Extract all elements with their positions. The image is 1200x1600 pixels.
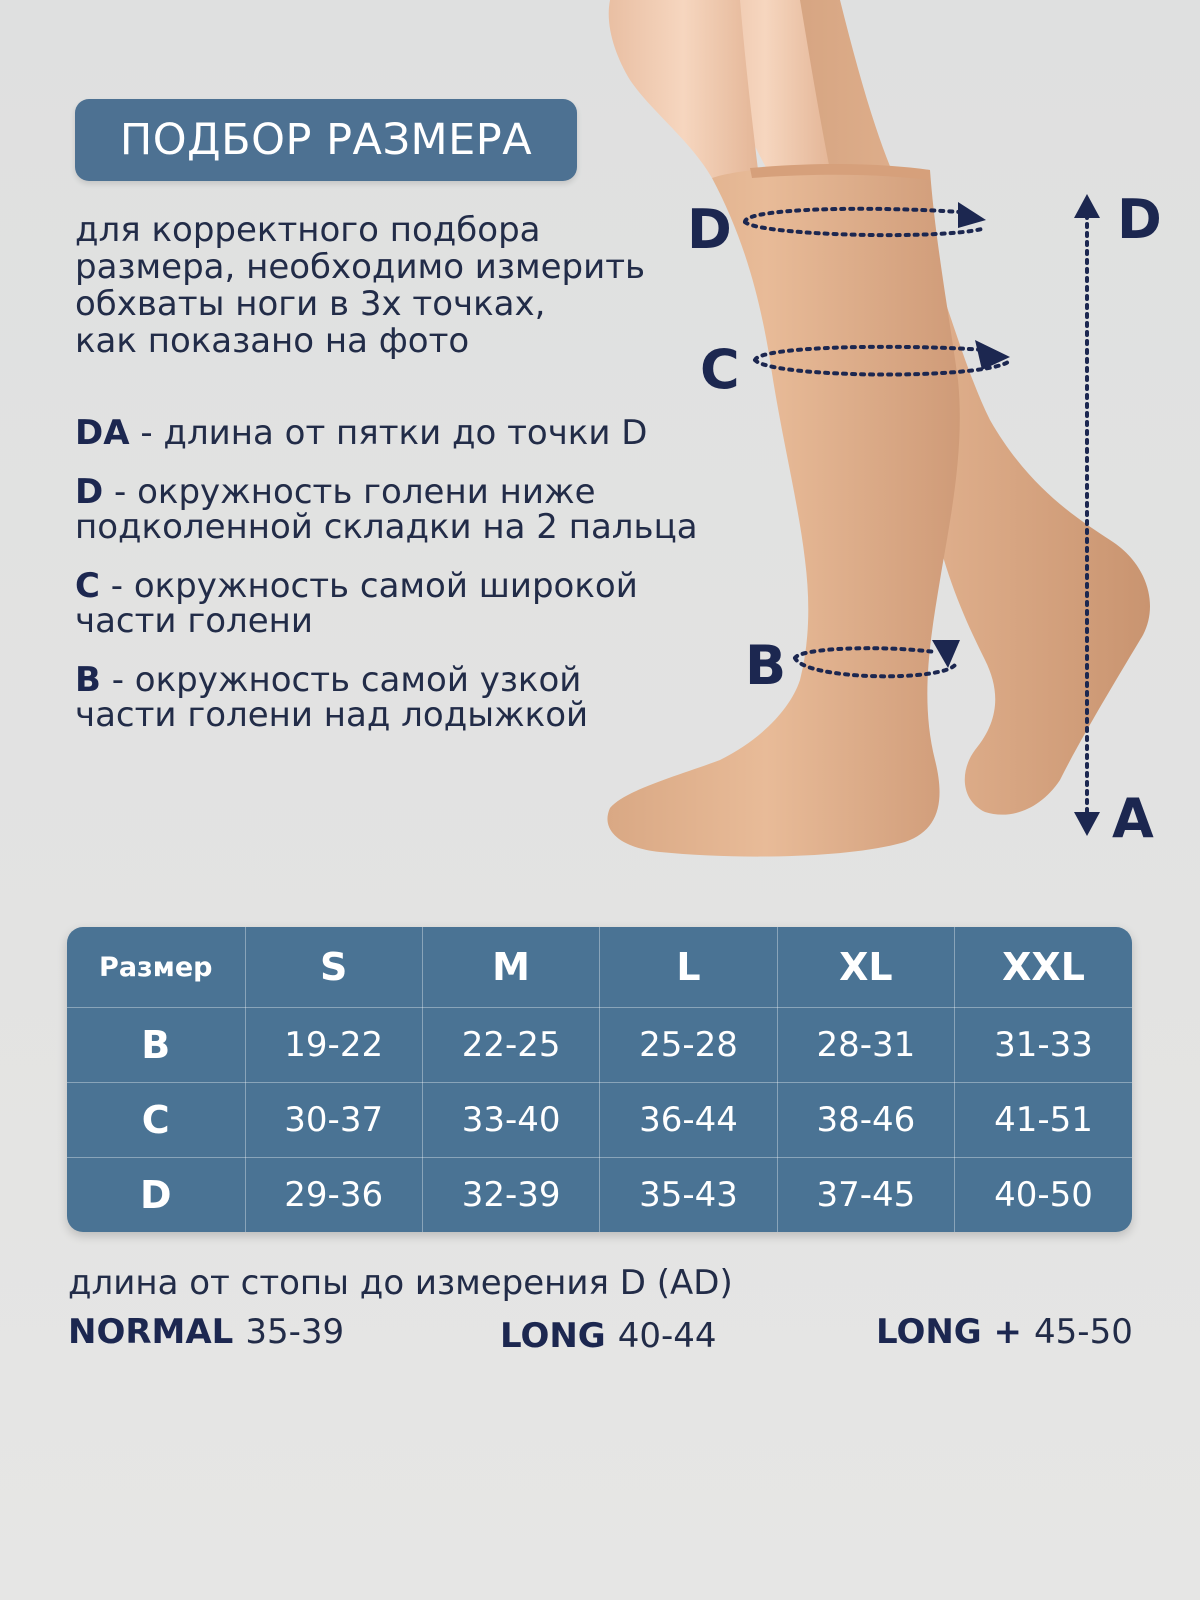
table-cell: 31-33 (955, 1008, 1132, 1083)
table-cell: 25-28 (600, 1008, 777, 1083)
definition-key: C (75, 566, 100, 606)
table-cell: 28-31 (777, 1008, 954, 1083)
definitions-list (75, 413, 775, 757)
size-header: M (422, 927, 599, 1008)
definition-text-2: части голени (75, 601, 313, 641)
length-name: NORMAL (68, 1312, 234, 1352)
definition-text-2: части голени над лодыжкой (75, 695, 589, 735)
length-long (500, 1316, 717, 1356)
length-range: 45-50 (1034, 1312, 1133, 1352)
row-key: D (67, 1158, 245, 1232)
size-header: S (245, 927, 422, 1008)
table-cell: 37-45 (777, 1158, 954, 1232)
intro-line: как показано на фото (75, 321, 470, 361)
table-cell: 19-22 (245, 1008, 422, 1083)
definition-key: DA (75, 413, 130, 453)
length-caption: длина от стопы до измерения D (AD) (68, 1263, 733, 1303)
label-d-left: D (687, 198, 732, 261)
definition-key: B (75, 660, 101, 700)
size-header: XXL (955, 927, 1132, 1008)
table-corner: Размер (67, 927, 245, 1008)
definition-text: - окружность самой узкой (100, 660, 582, 700)
intro-line: обхваты ноги в 3х точках, (75, 284, 546, 324)
table-cell: 36-44 (600, 1083, 777, 1158)
definition-text: - окружность самой широкой (99, 566, 638, 606)
table-cell: 40-50 (955, 1158, 1132, 1232)
size-header: XL (777, 927, 954, 1008)
definition-text: - длина от пятки до точки D (129, 413, 648, 453)
table-cell: 38-46 (777, 1083, 954, 1158)
row-key: B (67, 1008, 245, 1083)
table-cell: 32-39 (422, 1158, 599, 1232)
definition-d (75, 472, 775, 547)
intro-text (75, 212, 715, 360)
definition-c (75, 566, 775, 641)
table-row (67, 1158, 1132, 1232)
label-b: B (745, 634, 787, 697)
row-key: C (67, 1083, 245, 1158)
label-c: C (700, 338, 740, 401)
definition-text: - окружность голени ниже (103, 472, 596, 512)
table-cell: 33-40 (422, 1083, 599, 1158)
length-long-plus (876, 1312, 1133, 1352)
definition-text-2: подколенной складки на 2 пальца (75, 507, 698, 547)
table-header-row (67, 927, 1132, 1008)
length-range: 40-44 (617, 1316, 717, 1356)
table-row (67, 1008, 1132, 1083)
intro-line: для корректного подбора (75, 210, 541, 250)
length-name: LONG (500, 1316, 606, 1356)
table-cell: 30-37 (245, 1083, 422, 1158)
length-normal (68, 1312, 344, 1352)
measure-da (1074, 188, 1162, 850)
label-a: A (1112, 787, 1154, 850)
table-cell: 35-43 (600, 1158, 777, 1232)
intro-line: размера, необходимо измерить (75, 247, 646, 287)
definition-b (75, 660, 775, 735)
table-cell: 41-51 (955, 1083, 1132, 1158)
definition-key: D (75, 472, 104, 512)
definition-da (75, 413, 775, 453)
size-table (67, 927, 1132, 1232)
label-d-right: D (1117, 188, 1162, 251)
length-range: 35-39 (245, 1312, 345, 1352)
size-header: L (600, 927, 777, 1008)
length-name: LONG + (876, 1312, 1023, 1352)
table-row (67, 1083, 1132, 1158)
table-cell: 29-36 (245, 1158, 422, 1232)
title-badge (75, 99, 577, 181)
page-title: ПОДБОР РАЗМЕРА (119, 115, 533, 165)
table-cell: 22-25 (422, 1008, 599, 1083)
